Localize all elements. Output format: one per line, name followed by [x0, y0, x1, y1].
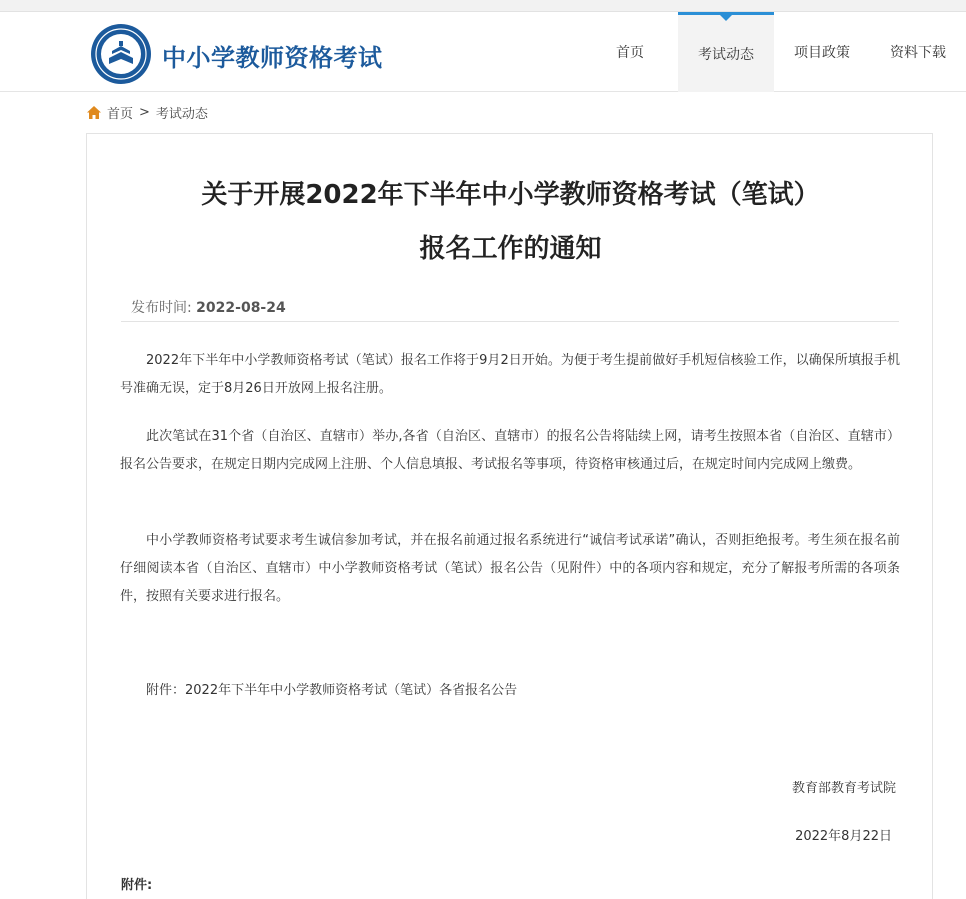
breadcrumb-current-link[interactable]: 考试动态 — [155, 107, 208, 122]
nav-item-label: 资料下载 — [890, 45, 946, 61]
publish-date — [131, 297, 286, 317]
article-paragraph: 此次笔试在31个省（自治区、直辖市）举办,各省（自治区、直辖市）的报名公告将陆续上网，请考生按照本省（自治区、直辖市）报名公告要求，在规定日期内完成网上注册、个人信息填报、考试报名等事项，待资格审核通过后，在规定时间内完成网上缴费。 — [120, 429, 900, 472]
title-divider — [121, 321, 899, 322]
attachment-heading: 附件: — [121, 878, 153, 893]
signature-organization: 教育部教育考试院 — [791, 781, 896, 796]
site-logo[interactable] — [90, 23, 152, 85]
breadcrumb-home-link[interactable]: 首页 — [107, 107, 134, 122]
site-title[interactable]: 中小学教师资格考试 — [162, 44, 383, 72]
nav-item-downloads[interactable] — [870, 12, 966, 92]
article-title-line2: 报名工作的通知 — [419, 234, 602, 264]
signature-date: 2022年8月22日 — [795, 829, 892, 844]
nav-item-label: 首页 — [616, 45, 644, 61]
attachment-link[interactable]: 附件：2022年下半年中小学教师资格考试（笔试）各省报名公告 — [146, 683, 518, 698]
house-icon — [86, 105, 102, 120]
nav-item-label: 项目政策 — [794, 45, 850, 61]
article-paragraph: 2022年下半年中小学教师资格考试（笔试）报名工作将于9月2日开始。为便于考生提前做好手机短信核验工作，以确保所填报手机号准确无误，定于8月26日开放网上报名注册。 — [120, 353, 900, 396]
article-panel — [86, 133, 933, 899]
publish-date-value: 2022-08-24 — [196, 300, 286, 316]
breadcrumb-separator: > — [139, 105, 150, 120]
nav-item-label: 考试动态 — [698, 46, 754, 63]
breadcrumb — [86, 103, 208, 122]
active-caret-icon — [720, 15, 732, 21]
site-header — [0, 12, 966, 92]
main-nav — [582, 12, 966, 92]
publish-date-label: 发布时间: — [131, 300, 192, 316]
article-title-line1: 关于开展2022年下半年中小学教师资格考试（笔试） — [201, 180, 820, 210]
nav-item-exam-news[interactable] — [678, 12, 774, 92]
nav-item-home[interactable] — [582, 12, 678, 92]
article-paragraph: 中小学教师资格考试要求考生诚信参加考试，并在报名前通过报名系统进行“诚信考试承诺”确认，否则拒绝报考。考生须在报名前仔细阅读本省（自治区、直辖市）中小学教师资格考试（笔试）报名公告（见附件）中的各项内容和规定，充分了解报考所需的各项条件，按照有关要求进行报名。 — [120, 533, 900, 604]
top-strip — [0, 0, 966, 12]
nav-item-policy[interactable] — [774, 12, 870, 92]
